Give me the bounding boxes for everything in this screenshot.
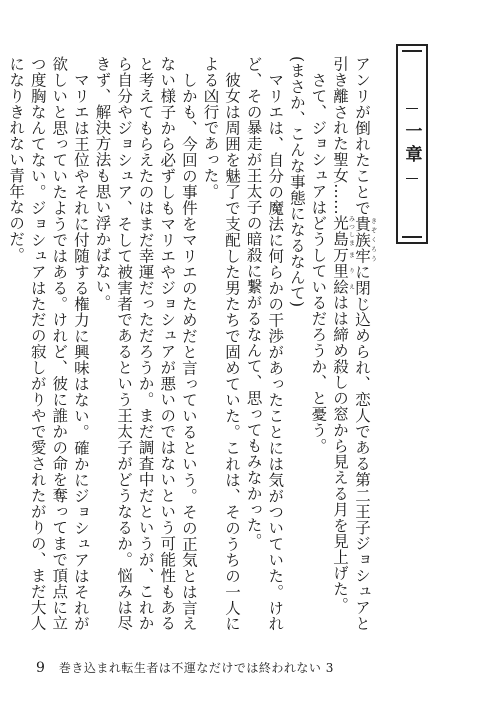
paragraph-4: マリエは、自分の魔法に何らかの干渉があったことには気がついていた。けれど、その暴走が王太子の暗殺に繋がるなんて、思ってもみなかった。 <box>244 56 285 631</box>
ruby-mariri: 万里絵まりえ <box>331 246 355 295</box>
chapter-title: 一章 <box>401 122 422 168</box>
paragraph-1: アンリが倒れたことで貴族牢きぞくろうに閉じ込められ、恋人である第二王子ジョシュアと引き離された聖女……光島みつしま万里絵まりえはは締め殺しの窓から見える月を見上げた。 <box>331 56 377 632</box>
running-book-title: 巻き込まれ転生者は不運なだけでは終われない 3 <box>58 661 334 675</box>
paragraph-5: 彼女は周囲を魅了で支配した男たちで固めていた。これは、そのうちの一人による凶行であった。 <box>201 56 242 631</box>
paragraph-7: マリエは王位やそれに付随する権力に興味はない。確かにジョシュアはそれが欲しいと思っていたようではある。けれど、彼に誰かの命を奪ってまで頂点に立つ度胸なんてない。ジョシュアはただの寂しがりやで愛されたがりの、まだ大人になりきれない青年なのだ。 <box>7 56 90 631</box>
paragraph-2: さて、ジョシュアはどうしているだろうか、と憂う。 <box>309 71 328 454</box>
paragraph-6: しかも、今回の事件をマリエのためだと言っているという。その正気とは言えない様子から必ずしもマリエやジョシュアが悪いのではないという可能性もあると考えてもらえたのはまだ幸運だっただろうか。まだ調査中だというが、これから自分やジョシュア、そして被害者であるという王太子がどうなるか。悩みは尽きず、解決方法も思い浮かばない。 <box>93 56 198 631</box>
ruby-kizokurou: 貴族牢きぞくろう <box>353 215 377 264</box>
chapter-rule-top <box>406 108 418 109</box>
body-text <box>7 56 377 632</box>
page-footer <box>36 659 466 679</box>
chapter-heading-box <box>396 44 428 244</box>
ruby-mitsushima: 光島みつしま <box>331 215 355 247</box>
page-number: 9 <box>36 660 45 676</box>
paragraph-3: (まさか、こんな事態になるなんて) <box>287 56 306 308</box>
chapter-rule-bottom <box>406 178 418 179</box>
